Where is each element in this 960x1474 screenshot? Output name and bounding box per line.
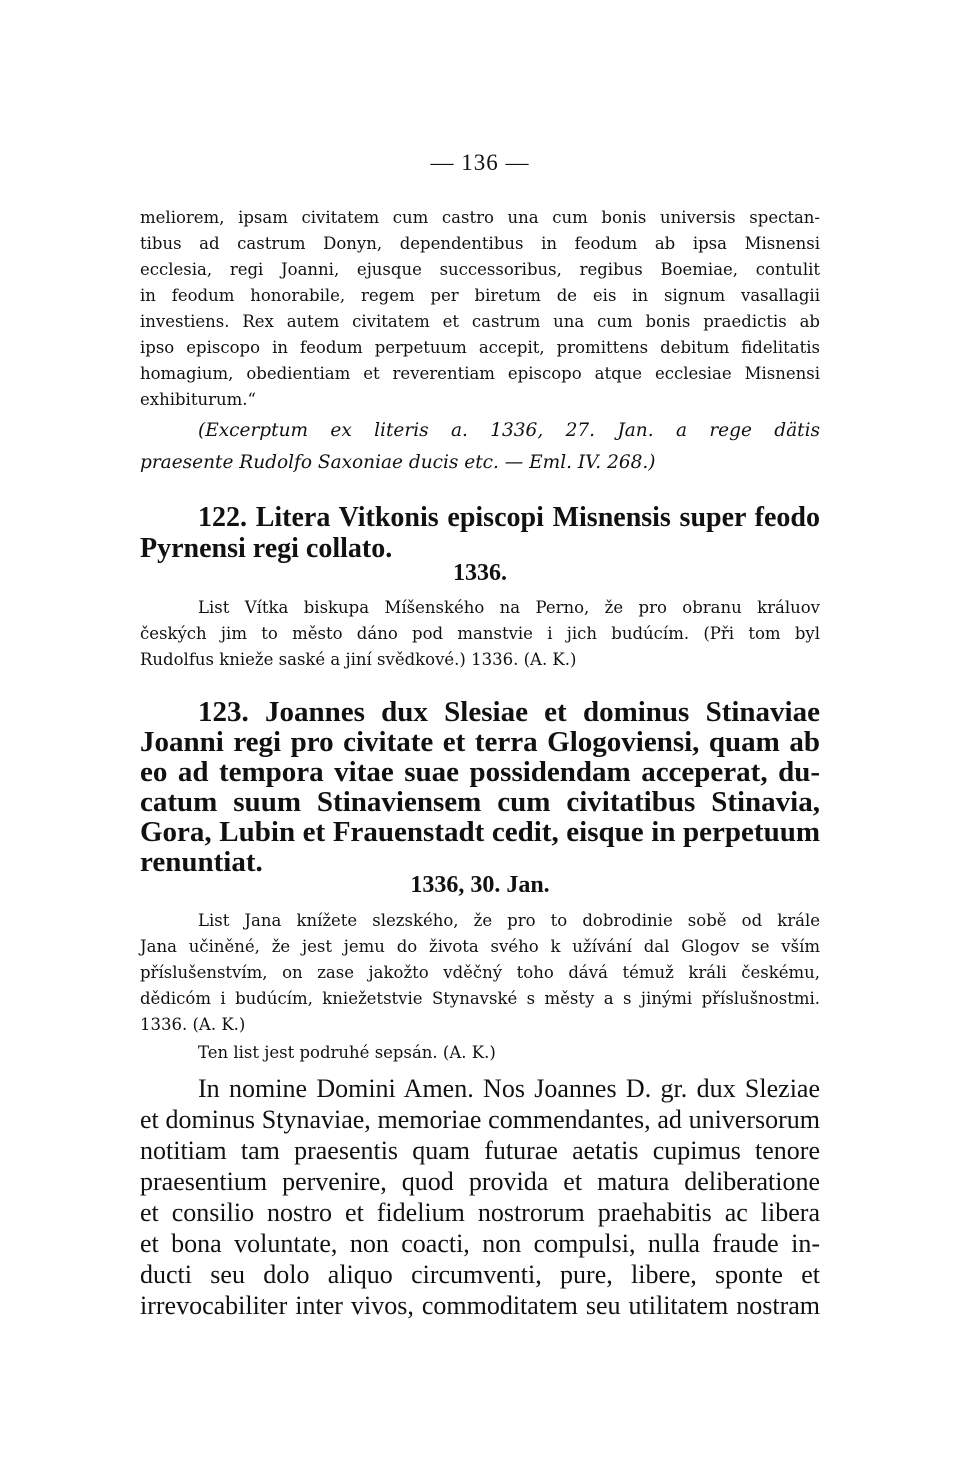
text-line: praesentium pervenire, quod provida et matura deliberatione: [140, 1167, 820, 1196]
document-123-summary: [140, 908, 820, 1038]
page-number: — 136 —: [430, 150, 530, 175]
heading-line: 122. Litera Vitkonis episcopi Misnensis super feodo: [198, 502, 820, 533]
summary-line: českých jim to město dáno pod manstvie i jich budúcím. (Při tom byl: [140, 624, 820, 643]
summary-line: Rudolfus knieže saské a jiní svědkové.) 1336. (A. K.): [140, 650, 577, 669]
heading-line: catum suum Stinaviensem cum civitatibus Stinavia,: [140, 786, 820, 818]
summary-line: 1336. (A. K.): [140, 1015, 246, 1034]
heading-line: Pyrnensi regi collato.: [140, 533, 393, 564]
text-line: et bona voluntate, non coacti, non compulsi, nulla fraude in-: [140, 1229, 820, 1258]
document-122-summary: [140, 595, 820, 673]
summary-line: Jana učiněné, že jest jemu do života svého k užívání dal Glogov se vším: [140, 937, 820, 956]
document-123-heading: [140, 697, 820, 877]
heading-line: Gora, Lubin et Frauenstadt cedit, eisque in perpetuum: [140, 816, 820, 848]
heading-line: Joanni regi pro civitate et terra Glogoviensi, quam ab: [140, 726, 820, 758]
document-122-heading: [140, 502, 820, 564]
document-122-date: 1336.: [453, 560, 507, 586]
heading-line: 123. Joannes dux Slesiae et dominus Stinaviae: [198, 696, 820, 728]
document-123-text: [140, 1073, 820, 1321]
document-123-date: 1336, 30. Jan.: [410, 872, 550, 898]
text-line: In nomine Domini Amen. Nos Joannes D. gr. dux Sleziae: [198, 1074, 820, 1103]
excerpt-citation: [140, 415, 820, 479]
citation-line: praesente Rudolfo Saxoniae ducis etc. — Eml. IV. 268.): [140, 452, 656, 473]
citation-line: (Excerptum ex literis a. 1336, 27. Jan. a rege dätis: [198, 420, 820, 441]
text-line: irrevocabiliter inter vivos, commoditatem seu utilitatem nostram: [140, 1291, 820, 1320]
document-123-note: Ten list jest podruhé sepsán. (A. K.): [198, 1043, 496, 1062]
text-line: exhibiturum.“: [140, 390, 256, 409]
text-line: in feodum honorabile, regem per biretum de eis in signum vasallagii: [140, 286, 820, 305]
text-line: investiens. Rex autem civitatem et castrum una cum bonis praedictis ab: [140, 312, 820, 331]
heading-line: renuntiat.: [140, 846, 263, 878]
summary-line: List Jana knížete slezského, že pro to dobrodinie sobě od krále: [198, 911, 820, 930]
summary-line: List Vítka biskupa Míšenského na Perno, že pro obranu králuov: [198, 598, 820, 617]
text-line: et dominus Stynaviae, memoriae commendantes, ad universorum: [140, 1105, 820, 1134]
text-line: tibus ad castrum Donyn, dependentibus in feodum ab ipsa Misnensi: [140, 234, 820, 253]
summary-line: příslušenstvím, on zase jakožto vděčný toho dává témuž králi českému,: [140, 963, 820, 982]
text-line: notitiam tam praesentis quam futurae aetatis cupimus tenore: [140, 1136, 820, 1165]
text-line: ducti seu dolo aliquo circumventi, pure, libere, sponte et: [140, 1260, 820, 1289]
text-line: et consilio nostro et fidelium nostrorum praehabitis ac libera: [140, 1198, 820, 1227]
text-line: ipso episcopo in feodum perpetuum accepit, promittens debitum fidelitatis: [140, 338, 820, 357]
text-line: homagium, obedientiam et reverentiam episcopo atque ecclesiae Misnensi: [140, 364, 820, 383]
continuation-paragraph: [140, 205, 820, 413]
summary-line: dědicóm i budúcím, kniežetstvie Stynavské s městy a s jinými příslušnostmi.: [140, 989, 820, 1008]
text-line: ecclesia, regi Joanni, ejusque successoribus, regibus Boemiae, contulit: [140, 260, 820, 279]
heading-line: eo ad tempora vitae suae possidendam acceperat, du-: [140, 756, 820, 788]
text-line: meliorem, ipsam civitatem cum castro una cum bonis universis spectan-: [140, 208, 820, 227]
